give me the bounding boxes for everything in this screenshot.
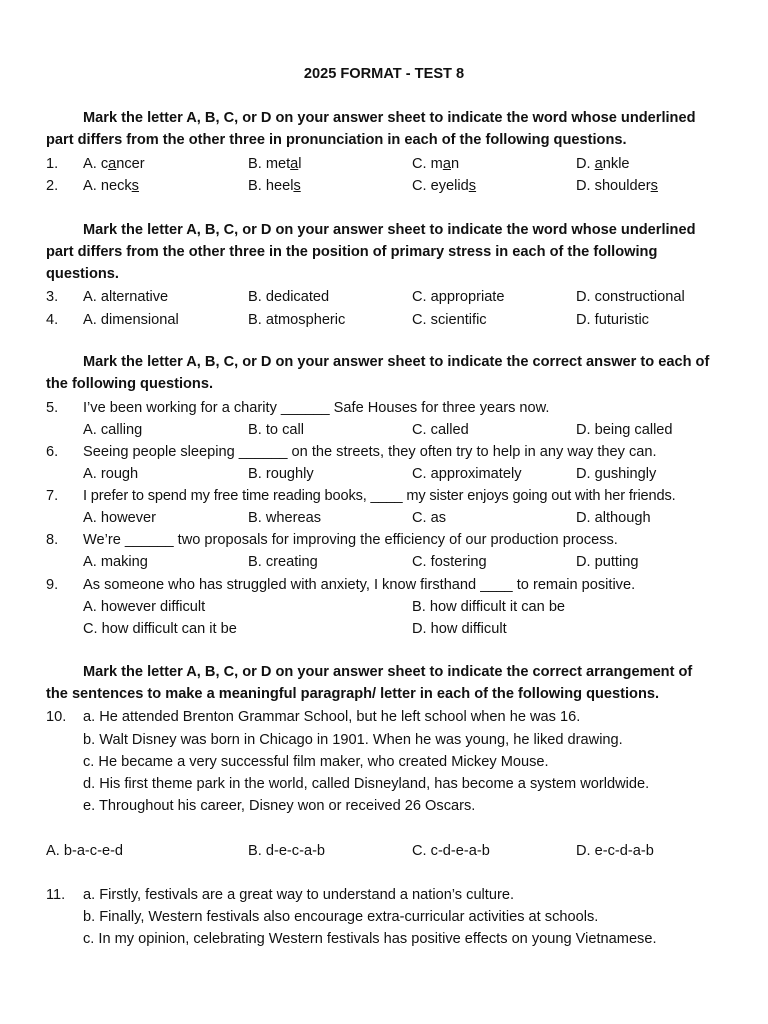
option-c[interactable]: C. man [412,156,460,172]
option-c[interactable]: C. how difficult can it be [83,621,237,637]
option-d[interactable]: D. e-c-d-a-b [576,843,654,859]
section-3-instruction: Mark the letter A, B, C, or D on your answer sheet to indicate the correct answer to each of the following questions. [46,354,710,392]
option-b[interactable]: B. atmospheric [248,312,346,328]
question-2 [0,175,768,197]
sentence: c. He became a very successful film maker, who created Mickey Mouse. [83,754,549,770]
question-10-sentence-a [0,706,768,728]
sentence: c. In my opinion, celebrating Western festivals has positive effects on young Vietnamese. [83,931,657,947]
question-1 [0,153,768,175]
question-9-stem [0,574,768,596]
option-a[interactable]: A. however [83,510,157,526]
page-title: 2025 FORMAT - TEST 8 [303,66,465,82]
option-d[interactable]: D. futuristic [576,312,649,328]
question-11-sentence-a [0,884,768,906]
section-1-instruction: Mark the letter A, B, C, or D on your answer sheet to indicate the word whose underlined part differs from the other three in pronunciation in each of the following questions. [46,110,696,148]
option-b[interactable]: B. creating [248,554,318,570]
option-a[interactable]: A. however difficult [83,599,206,615]
sentence: b. Walt Disney was born in Chicago in 1901. When he was young, he liked drawing. [83,732,623,748]
option-a[interactable]: A. cancer [83,156,145,172]
question-text: I prefer to spend my free time reading books, ____ my sister enjoys going out with her friends. [83,488,676,504]
option-c[interactable]: C. as [412,510,447,526]
question-7-stem [0,485,768,507]
question-7-options [0,507,768,529]
question-number: 7. [46,488,59,504]
question-number: 4. [46,312,59,328]
section-4-instruction: Mark the letter A, B, C, or D on your answer sheet to indicate the correct arrangement of the sentences to make a meaningful paragraph/ letter in each of the following questions. [46,664,693,702]
question-text: We’re ______ two proposals for improving the efficiency of our production process. [83,532,618,548]
question-text: I’ve been working for a charity ______ Safe Houses for three years now. [83,400,550,416]
option-b[interactable]: B. roughly [248,466,314,482]
section-2-instruction: Mark the letter A, B, C, or D on your answer sheet to indicate the word whose underlined part differs from the other three in the position of primary stress in each of the following questions. [46,222,696,282]
option-b[interactable]: B. to call [248,422,304,438]
option-a[interactable]: A. making [83,554,148,570]
option-d[interactable]: D. gushingly [576,466,657,482]
question-number: 8. [46,532,59,548]
question-10-options [0,840,768,862]
question-number: 11. [46,887,66,903]
sentence: a. He attended Brenton Grammar School, but he left school when he was 16. [83,709,581,725]
option-c[interactable]: C. scientific [412,312,487,328]
option-b[interactable]: B. heels [248,178,301,194]
option-c[interactable]: C. called [412,422,469,438]
question-9-options-cd [0,618,768,640]
question-4 [0,309,768,331]
option-a[interactable]: A. necks [83,178,139,194]
option-d[interactable]: D. being called [576,422,673,438]
option-c[interactable]: C. fostering [412,554,487,570]
option-a[interactable]: A. alternative [83,289,169,305]
question-number: 6. [46,444,59,460]
question-5-stem [0,397,768,419]
option-d[interactable]: D. how difficult [412,621,507,637]
question-number: 9. [46,577,59,593]
question-number: 3. [46,289,59,305]
sentence: b. Finally, Western festivals also encourage extra-curricular activities at schools. [83,909,599,925]
option-a[interactable]: A. b-a-c-e-d [46,843,124,859]
option-d[interactable]: D. although [576,510,651,526]
option-b[interactable]: B. whereas [248,510,322,526]
question-10-sentence-c [0,751,768,773]
question-8-stem [0,529,768,551]
question-number: 10. [46,709,67,725]
question-8-options [0,551,768,573]
option-d[interactable]: D. ankle [576,156,630,172]
sentence: e. Throughout his career, Disney won or received 26 Oscars. [83,798,476,814]
question-6-options [0,463,768,485]
question-text: As someone who has struggled with anxiety, I know firsthand ____ to remain positive. [83,577,636,593]
question-5-options [0,419,768,441]
option-c[interactable]: C. appropriate [412,289,505,305]
option-a[interactable]: A. calling [83,422,143,438]
option-c[interactable]: C. approximately [412,466,522,482]
question-10-sentence-d [0,773,768,795]
question-6-stem [0,441,768,463]
question-text: Seeing people sleeping ______ on the streets, they often try to help in any way they can. [83,444,657,460]
question-3 [0,286,768,308]
question-number: 2. [46,178,59,194]
question-number: 5. [46,400,59,416]
option-b[interactable]: B. dedicated [248,289,330,305]
question-number: 1. [46,156,59,172]
option-d[interactable]: D. putting [576,554,639,570]
option-c[interactable]: C. c-d-e-a-b [412,843,490,859]
question-11-sentence-b [0,906,768,928]
sentence: d. His first theme park in the world, called Disneyland, has become a system worldwide. [83,776,650,792]
option-b[interactable]: B. metal [248,156,302,172]
option-b[interactable]: B. how difficult it can be [412,599,566,615]
option-b[interactable]: B. d-e-c-a-b [248,843,326,859]
question-10-sentence-e [0,795,768,817]
question-9-options-ab [0,596,768,618]
option-d[interactable]: D. shoulders [576,178,658,194]
option-a[interactable]: A. rough [83,466,139,482]
option-c[interactable]: C. eyelids [412,178,477,194]
question-11-sentence-c [0,928,768,950]
option-d[interactable]: D. constructional [576,289,685,305]
question-10-sentence-b [0,729,768,751]
option-a[interactable]: A. dimensional [83,312,179,328]
sentence: a. Firstly, festivals are a great way to understand a nation’s culture. [83,887,514,903]
